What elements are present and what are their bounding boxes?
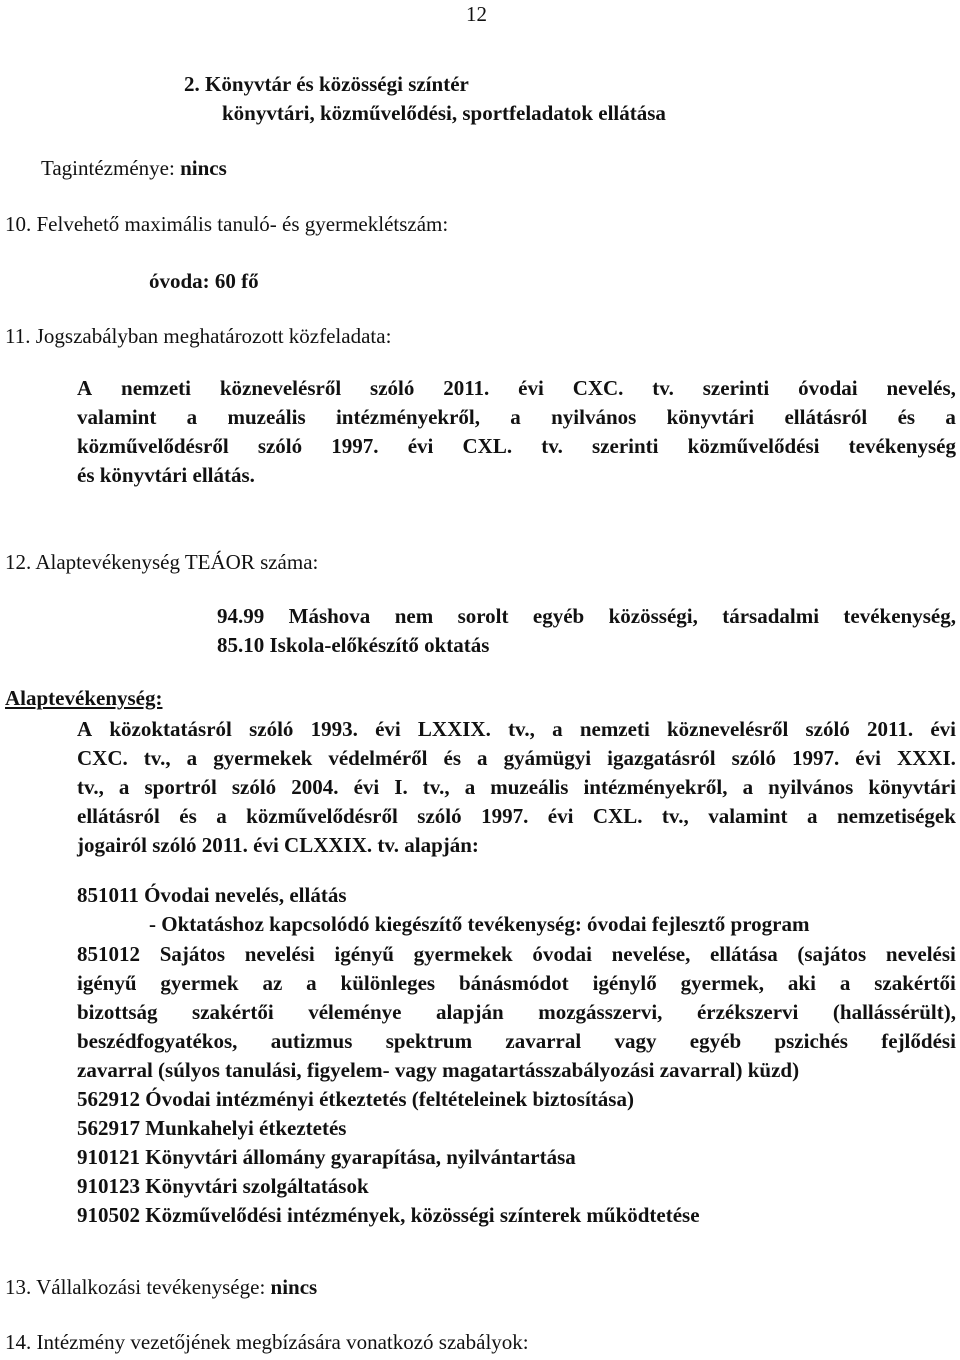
word: spektrum xyxy=(385,1029,473,1053)
word: közművelődésről xyxy=(246,804,398,828)
word: évi xyxy=(855,746,881,770)
word: közművelődési xyxy=(687,434,820,458)
word: a xyxy=(118,775,130,799)
word: szakértői xyxy=(874,971,956,995)
word: a xyxy=(306,971,317,995)
section-13-label: 13. Vállalkozási tevékenysége: xyxy=(5,1275,271,1299)
word: 1993. xyxy=(310,717,358,741)
word: évi xyxy=(375,717,401,741)
word: zavarral xyxy=(505,1029,582,1053)
word: bánásmódot xyxy=(458,971,569,995)
word: érzékszervi xyxy=(696,1000,799,1024)
text-line: és könyvtári ellátás. xyxy=(77,463,255,487)
section-10-label: 10. Felvehető maximális tanuló- és gyermeklétszám: xyxy=(5,212,449,236)
alaptevekenyseg-legal-basis xyxy=(77,715,956,860)
word: könyvtári xyxy=(666,405,755,429)
section-2-title: 2. Könyvtár és közösségi színtér xyxy=(184,72,469,96)
word: az xyxy=(262,971,283,995)
word: CXL. xyxy=(592,804,643,828)
activity-item: 910502 Közművelődési intézmények, közösségi színterek működtetése xyxy=(77,1203,700,1227)
word: (sajátos xyxy=(797,942,867,966)
word: védelméről xyxy=(328,746,428,770)
word: szóló xyxy=(257,434,303,458)
tagintezmenye-line xyxy=(41,156,227,181)
word: sportról xyxy=(144,775,217,799)
tagintezmenye-value: nincs xyxy=(180,156,227,180)
text-line: jogairól szóló 2011. évi CLXXIX. tv. alapján: xyxy=(77,833,479,857)
word: XXXI. xyxy=(896,746,956,770)
word: a xyxy=(742,775,754,799)
word: sorolt xyxy=(457,604,509,628)
word: köznevelésről xyxy=(219,376,342,400)
word: tevékenység, xyxy=(843,604,956,628)
activity-sub: - Oktatáshoz kapcsolódó kiegészítő tevékenység: óvodai fejlesztő program xyxy=(149,912,810,936)
alaptevekenyseg-heading: Alaptevékenység: xyxy=(5,686,163,710)
word: ellátásról xyxy=(784,405,868,429)
section-11-label: 11. Jogszabályban meghatározott közfeladata: xyxy=(5,324,392,348)
section-2-subtitle: könyvtári, közművelődési, sportfeladatok ellátása xyxy=(222,101,666,125)
word: CXC. xyxy=(572,376,624,400)
word: évi xyxy=(518,376,544,400)
word: 2011. xyxy=(867,717,914,741)
word: I. xyxy=(394,775,408,799)
word: tv., xyxy=(143,746,171,770)
text-line xyxy=(77,1027,956,1056)
word: nemzetiségek xyxy=(836,804,956,828)
word: igénylő xyxy=(592,971,657,995)
activities-list xyxy=(77,1085,700,1230)
word: és xyxy=(897,405,916,429)
word: CXC. xyxy=(77,746,128,770)
text-line: zavarral (súlyos tanulási, figyelem- vagy magatartásszabályozási zavarral) küzd) xyxy=(77,1058,800,1082)
word: gyámügyi xyxy=(503,746,592,770)
word: szóló xyxy=(805,717,850,741)
word: tv., xyxy=(422,775,450,799)
word: könyvtári xyxy=(868,775,956,799)
word: szerinti xyxy=(702,376,770,400)
word: nyilvános xyxy=(768,775,854,799)
word: a xyxy=(807,804,818,828)
word: (hallássérült), xyxy=(832,1000,956,1024)
word: a xyxy=(464,775,476,799)
text-line: 85.10 Iskola-előkészítő oktatás xyxy=(217,633,490,657)
word: a xyxy=(477,746,488,770)
word: tv. xyxy=(541,434,563,458)
section-13-line xyxy=(5,1275,317,1300)
word: gyermek xyxy=(160,971,239,995)
word: óvodai xyxy=(798,376,858,400)
word: vagy xyxy=(614,1029,657,1053)
word: 94.99 xyxy=(217,604,265,628)
word: gyermek, xyxy=(680,971,765,995)
section-12-label: 12. Alaptevékenység TEÁOR száma: xyxy=(5,550,319,574)
word: Máshova xyxy=(288,604,371,628)
activity-851011: 851011 Óvodai nevelés, ellátás xyxy=(77,883,347,907)
word: muzeális xyxy=(490,775,569,799)
word: és xyxy=(443,746,462,770)
word: nevelés, xyxy=(886,376,956,400)
text-line xyxy=(77,802,956,831)
word: szóló xyxy=(249,717,294,741)
text-line xyxy=(77,715,956,744)
word: alapján xyxy=(436,1000,504,1024)
word: gyermekek xyxy=(413,942,513,966)
word: 2011. xyxy=(443,376,490,400)
word: szakértői xyxy=(192,1000,274,1024)
word: 1997. xyxy=(481,804,529,828)
word: szóló xyxy=(370,376,415,400)
word: bizottság xyxy=(77,1000,158,1024)
word: 851012 xyxy=(77,942,140,966)
word: a xyxy=(510,405,521,429)
word: különleges xyxy=(340,971,436,995)
word: ellátásról xyxy=(77,804,160,828)
word: köznevelésről xyxy=(666,717,789,741)
word: közösségi, xyxy=(608,604,698,628)
word: nevelése, xyxy=(611,942,691,966)
word: nemzeti xyxy=(121,376,191,400)
word: óvodai xyxy=(532,942,592,966)
word: tv., xyxy=(661,804,689,828)
word: A xyxy=(77,717,93,741)
text-line xyxy=(77,998,956,1027)
word: nemzeti xyxy=(579,717,650,741)
text-line xyxy=(77,744,956,773)
activity-item: 562912 Óvodai intézményi étkeztetés (feltételeinek biztosítása) xyxy=(77,1087,634,1111)
word: a xyxy=(839,971,851,995)
word: évi xyxy=(353,775,380,799)
word: tevékenység xyxy=(848,434,956,458)
text-line xyxy=(77,969,956,998)
word: igazgatásról xyxy=(607,746,716,770)
word: A xyxy=(77,376,93,400)
word: 1997. xyxy=(792,746,840,770)
word: muzeális xyxy=(227,405,306,429)
word: a xyxy=(216,804,227,828)
word: valamint xyxy=(708,804,788,828)
word: közművelődésről xyxy=(77,434,229,458)
word: gyermekek xyxy=(213,746,313,770)
text-line xyxy=(77,940,956,969)
word: szóló xyxy=(417,804,462,828)
section-11-paragraph xyxy=(77,374,956,490)
word: Sajátos xyxy=(159,942,226,966)
word: autizmus xyxy=(270,1029,353,1053)
word: tv. xyxy=(652,376,674,400)
word: valamint xyxy=(77,405,157,429)
word: nevelési xyxy=(244,942,315,966)
word: nem xyxy=(394,604,434,628)
word: 2004. xyxy=(291,775,339,799)
text-line xyxy=(77,432,956,461)
word: intézményekről, xyxy=(583,775,728,799)
word: nyilvános xyxy=(551,405,637,429)
word: és xyxy=(179,804,197,828)
text-line xyxy=(77,773,956,802)
word: szóló xyxy=(231,775,277,799)
word: intézményekről, xyxy=(335,405,480,429)
section-10-value: óvoda: 60 fő xyxy=(149,269,259,293)
activity-item: 910123 Könyvtári szolgáltatások xyxy=(77,1174,369,1198)
page-number: 12 xyxy=(466,2,487,26)
word: egyéb xyxy=(532,604,585,628)
word: 1997. xyxy=(331,434,379,458)
word: aki xyxy=(787,971,816,995)
word: a xyxy=(552,717,563,741)
word: szerinti xyxy=(592,434,659,458)
word: LXXIX. xyxy=(417,717,491,741)
word: CXL. xyxy=(462,434,513,458)
tagintezmenye-label: Tagintézménye: xyxy=(41,156,181,180)
word: nevelési xyxy=(885,942,956,966)
word: igényű xyxy=(334,942,394,966)
word: évi xyxy=(930,717,956,741)
word: a xyxy=(186,746,198,770)
word: tv., xyxy=(508,717,535,741)
word: igényű xyxy=(77,971,137,995)
word: mozgásszervi, xyxy=(538,1000,663,1024)
word: ellátása xyxy=(710,942,778,966)
section-13-value: nincs xyxy=(270,1275,318,1299)
word: a xyxy=(186,405,198,429)
word: közoktatásról xyxy=(109,717,232,741)
word: tv., xyxy=(77,775,104,799)
text-line xyxy=(77,374,956,403)
word: egyéb xyxy=(689,1029,742,1053)
word: évi xyxy=(407,434,434,458)
word: szóló xyxy=(731,746,776,770)
word: fejlődési xyxy=(881,1029,956,1053)
word: évi xyxy=(547,804,574,828)
word: a xyxy=(945,405,956,429)
text-line xyxy=(77,403,956,432)
word: társadalmi xyxy=(722,604,820,628)
activity-item: 562917 Munkahelyi étkeztetés xyxy=(77,1116,347,1140)
word: beszédfogyatékos, xyxy=(77,1029,238,1053)
word: pszichés xyxy=(774,1029,848,1053)
text-line xyxy=(217,602,956,631)
word: véleménye xyxy=(308,1000,402,1024)
section-14-label: 14. Intézmény vezetőjének megbízására vonatkozó szabályok: xyxy=(5,1330,529,1354)
teaor-list xyxy=(217,602,956,660)
activity-851012 xyxy=(77,940,956,1085)
activity-item: 910121 Könyvtári állomány gyarapítása, nyilvántartása xyxy=(77,1145,576,1169)
